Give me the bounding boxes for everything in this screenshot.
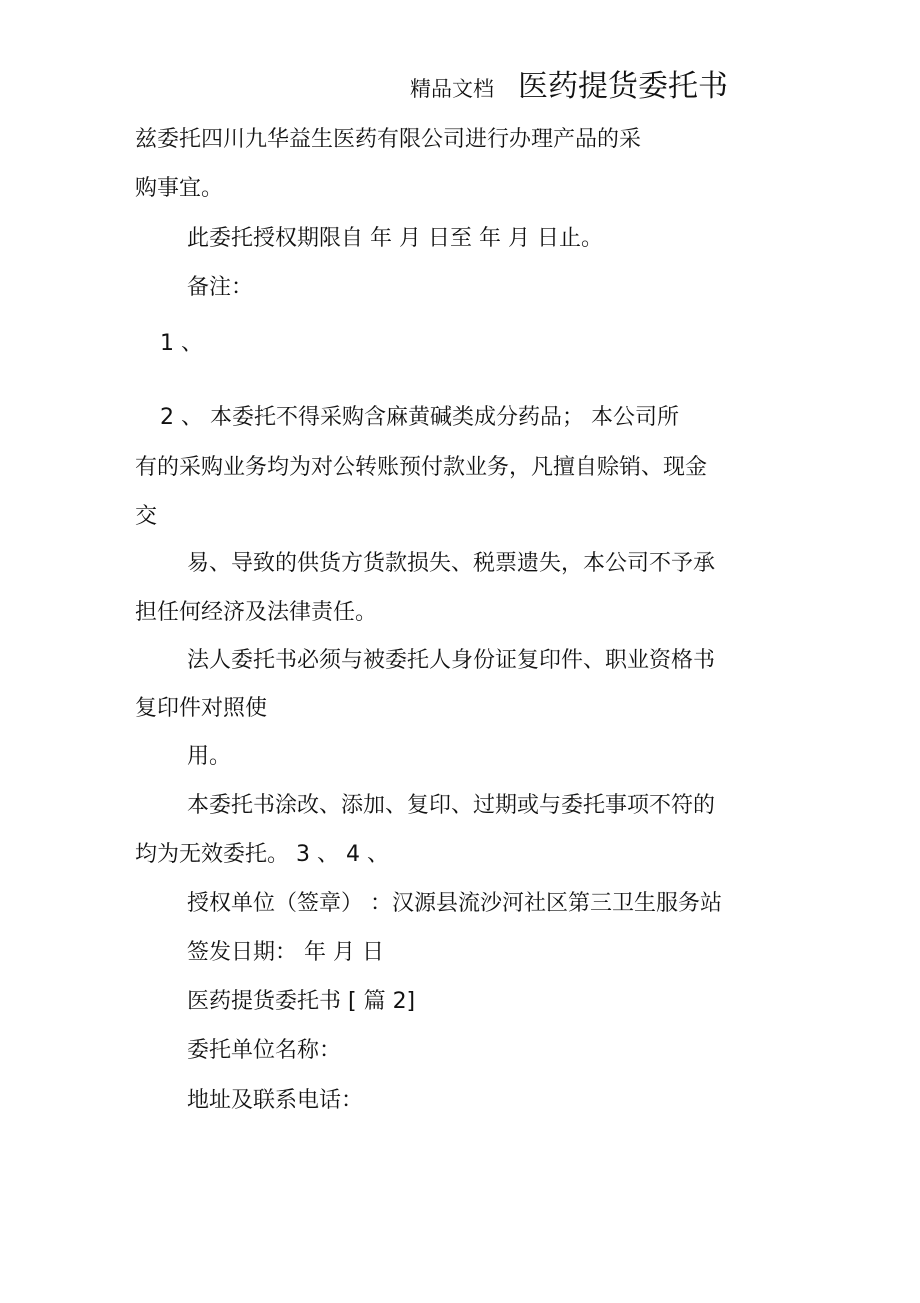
paragraph-line: 复印件对照使 bbox=[135, 696, 268, 721]
note-item-2: 2 、 本委托不得采购含麻黄碱类成分药品； 本公司所 bbox=[160, 405, 679, 430]
issue-date: 签发日期： 年 月 日 bbox=[187, 940, 384, 965]
paragraph-line: 本委托书涂改、添加、复印、过期或与委托事项不符的 bbox=[187, 793, 716, 818]
notes-label: 备注： bbox=[187, 275, 254, 300]
second-document-title: 医药提货委托书 [ 篇 2] bbox=[187, 989, 416, 1014]
paragraph-line: 法人委托书必须与被委托人身份证复印件、职业资格书 bbox=[187, 648, 716, 673]
paragraph-line: 易、导致的供货方货款损失、税票遗失，本公司不予承 bbox=[187, 551, 716, 576]
paragraph-line: 有的采购业务均为对公转账预付款业务，凡擅自赊销、现金 bbox=[135, 455, 708, 480]
paragraph-line: 兹委托四川九华益生医药有限公司进行办理产品的采 bbox=[135, 127, 642, 152]
document-title: 医药提货委托书 bbox=[518, 69, 728, 104]
address-label: 地址及联系电话： bbox=[187, 1088, 364, 1113]
unit-name-label: 委托单位名称： bbox=[187, 1038, 342, 1063]
note-item-1: 1 、 bbox=[160, 331, 203, 356]
paragraph-line: 购事宜。 bbox=[135, 176, 224, 201]
issuing-unit: 授权单位（签章） ：汉源县流沙河社区第三卫生服务站 bbox=[187, 891, 722, 916]
paragraph-line: 交 bbox=[135, 504, 158, 529]
paragraph-line: 担任何经济及法律责任。 bbox=[135, 600, 378, 625]
paragraph-line: 均为无效委托。 3 、 4 、 bbox=[135, 842, 389, 867]
paragraph-line: 用。 bbox=[187, 744, 232, 769]
header-label: 精品文档 bbox=[410, 77, 494, 101]
authorization-period: 此委托授权期限自 年 月 日至 年 月 日止。 bbox=[187, 226, 603, 251]
